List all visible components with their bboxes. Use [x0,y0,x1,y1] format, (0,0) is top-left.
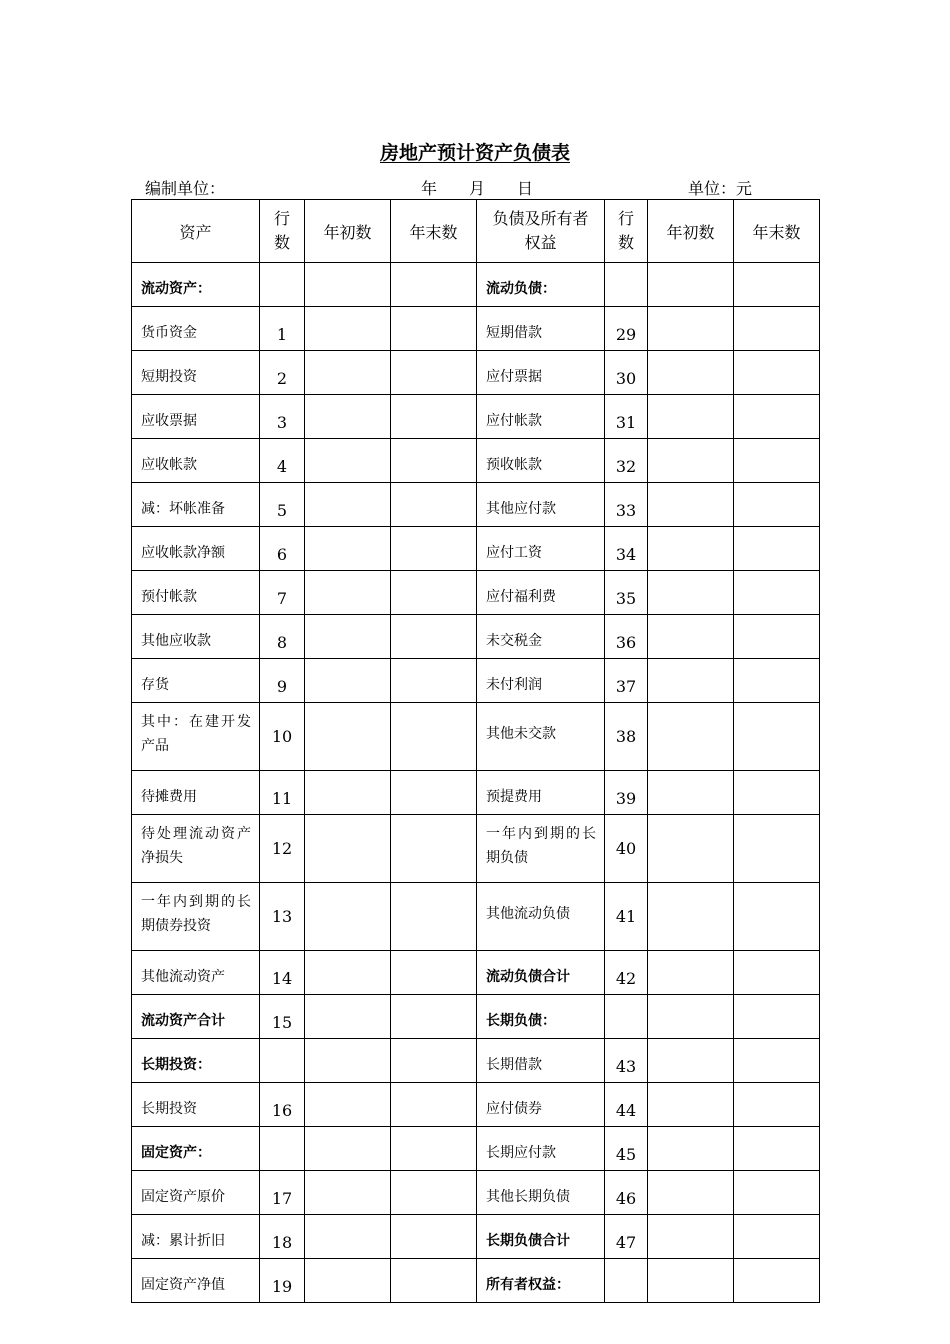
liability-row-no: 41 [605,883,648,951]
table-row [132,951,820,995]
asset-begin-value[interactable] [305,351,391,395]
asset-end-value[interactable] [391,483,477,527]
asset-end-value[interactable] [391,1083,477,1127]
liability-end-value[interactable] [734,263,820,307]
asset-name: 固定资产净值 [132,1259,260,1303]
liability-name: 未交税金 [477,615,605,659]
liability-row-no: 47 [605,1215,648,1259]
asset-row-no: 5 [260,483,305,527]
asset-name: 应收帐款 [132,439,260,483]
liability-name: 预提费用 [477,771,605,815]
table-row [132,1039,820,1083]
asset-end-value[interactable] [391,1259,477,1303]
liability-begin-value[interactable] [648,1039,734,1083]
asset-row-no: 13 [260,883,305,951]
asset-begin-value[interactable] [305,703,391,771]
header-row-no-2: 行数 [605,200,648,263]
liability-begin-value[interactable] [648,439,734,483]
asset-end-value[interactable] [391,395,477,439]
header-assets: 资产 [132,200,260,263]
liability-name: 一年内到期的长期负债 [477,815,605,883]
liability-begin-value[interactable] [648,395,734,439]
table-row [132,703,820,771]
header-end: 年末数 [391,200,477,263]
liability-row-no: 40 [605,815,648,883]
liability-name: 未付利润 [477,659,605,703]
liability-end-value[interactable] [734,527,820,571]
liability-row-no: 45 [605,1127,648,1171]
liability-row-no: 32 [605,439,648,483]
liability-end-value[interactable] [734,571,820,615]
table-row [132,659,820,703]
asset-row-no: 11 [260,771,305,815]
header-begin: 年初数 [305,200,391,263]
liability-name: 长期负债合计 [477,1215,605,1259]
liability-begin-value[interactable] [648,1127,734,1171]
liability-name: 应付福利费 [477,571,605,615]
table-row [132,883,820,951]
liability-name: 应付工资 [477,527,605,571]
liability-end-value[interactable] [734,351,820,395]
asset-begin-value[interactable] [305,883,391,951]
asset-name: 长期投资： [132,1039,260,1083]
balance-sheet-table [131,199,820,1303]
liability-end-value[interactable] [734,615,820,659]
liability-row-no: 30 [605,351,648,395]
asset-row-no [260,1039,305,1083]
liability-row-no: 38 [605,703,648,771]
liability-begin-value[interactable] [648,307,734,351]
asset-begin-value[interactable] [305,1083,391,1127]
table-row [132,1171,820,1215]
liability-name: 应付债券 [477,1083,605,1127]
table-row [132,395,820,439]
asset-name: 预付帐款 [132,571,260,615]
liability-name: 预收帐款 [477,439,605,483]
liability-name: 长期应付款 [477,1127,605,1171]
liability-row-no: 33 [605,483,648,527]
asset-end-value[interactable] [391,1039,477,1083]
table-row [132,307,820,351]
asset-name: 流动资产： [132,263,260,307]
liability-name: 应付帐款 [477,395,605,439]
liability-begin-value[interactable] [648,1171,734,1215]
liability-end-value[interactable] [734,1127,820,1171]
liability-name: 长期借款 [477,1039,605,1083]
asset-row-no: 12 [260,815,305,883]
liability-end-value[interactable] [734,395,820,439]
liability-row-no: 44 [605,1083,648,1127]
liability-end-value[interactable] [734,483,820,527]
liability-name: 长期负债： [477,995,605,1039]
asset-begin-value[interactable] [305,263,391,307]
asset-row-no [260,263,305,307]
asset-begin-value[interactable] [305,1259,391,1303]
liability-begin-value[interactable] [648,615,734,659]
liability-begin-value[interactable] [648,883,734,951]
table-row [132,483,820,527]
table-row [132,615,820,659]
asset-end-value[interactable] [391,527,477,571]
asset-row-no: 3 [260,395,305,439]
asset-end-value[interactable] [391,351,477,395]
asset-end-value[interactable] [391,771,477,815]
asset-end-value[interactable] [391,615,477,659]
asset-name: 货币资金 [132,307,260,351]
liability-begin-value[interactable] [648,1215,734,1259]
asset-row-no: 9 [260,659,305,703]
asset-begin-value[interactable] [305,1039,391,1083]
liability-name: 其他未交款 [477,703,605,771]
asset-begin-value[interactable] [305,995,391,1039]
asset-row-no: 17 [260,1171,305,1215]
asset-end-value[interactable] [391,307,477,351]
asset-name: 存货 [132,659,260,703]
liability-begin-value[interactable] [648,995,734,1039]
table-row [132,439,820,483]
asset-row-no: 2 [260,351,305,395]
asset-begin-value[interactable] [305,483,391,527]
table-row [132,1259,820,1303]
liability-begin-value[interactable] [648,659,734,703]
table-row [132,527,820,571]
asset-name: 应收帐款净额 [132,527,260,571]
asset-end-value[interactable] [391,571,477,615]
liability-begin-value[interactable] [648,351,734,395]
liability-row-no: 46 [605,1171,648,1215]
asset-row-no: 18 [260,1215,305,1259]
asset-name: 待处理流动资产净损失 [132,815,260,883]
asset-end-value[interactable] [391,995,477,1039]
asset-row-no: 1 [260,307,305,351]
asset-end-value[interactable] [391,951,477,995]
liability-end-value[interactable] [734,703,820,771]
asset-begin-value[interactable] [305,571,391,615]
asset-name: 固定资产原价 [132,1171,260,1215]
liability-row-no: 37 [605,659,648,703]
liability-row-no: 36 [605,615,648,659]
liability-row-no: 34 [605,527,648,571]
liability-end-value[interactable] [734,951,820,995]
table-row [132,263,820,307]
compiling-unit-label: 编制单位： [145,179,226,198]
liability-end-value[interactable] [734,771,820,815]
liability-name: 其他长期负债 [477,1171,605,1215]
asset-begin-value[interactable] [305,815,391,883]
liability-begin-value[interactable] [648,527,734,571]
liability-row-no [605,995,648,1039]
liability-begin-value[interactable] [648,483,734,527]
liability-name: 流动负债： [477,263,605,307]
liability-begin-value[interactable] [648,571,734,615]
liability-row-no [605,263,648,307]
asset-name: 其他应收款 [132,615,260,659]
liability-end-value[interactable] [734,307,820,351]
liability-row-no: 35 [605,571,648,615]
liability-row-no: 39 [605,771,648,815]
liability-name: 应付票据 [477,351,605,395]
liability-end-value[interactable] [734,883,820,951]
asset-end-value[interactable] [391,883,477,951]
liability-name: 其他应付款 [477,483,605,527]
liability-name: 流动负债合计 [477,951,605,995]
liability-begin-value[interactable] [648,771,734,815]
asset-name: 其他流动资产 [132,951,260,995]
table-row [132,815,820,883]
asset-end-value[interactable] [391,439,477,483]
asset-row-no [260,1127,305,1171]
asset-begin-value[interactable] [305,771,391,815]
asset-end-value[interactable] [391,659,477,703]
liability-end-value[interactable] [734,1171,820,1215]
asset-begin-value[interactable] [305,395,391,439]
asset-begin-value[interactable] [305,1215,391,1259]
page-title: 房地产预计资产负债表 [379,142,570,164]
header-liabilities: 负债及所有者权益 [477,200,605,263]
liability-end-value[interactable] [734,1259,820,1303]
asset-end-value[interactable] [391,263,477,307]
asset-name: 应收票据 [132,395,260,439]
asset-row-no: 14 [260,951,305,995]
asset-row-no: 6 [260,527,305,571]
asset-name: 流动资产合计 [132,995,260,1039]
asset-begin-value[interactable] [305,527,391,571]
asset-end-value[interactable] [391,1171,477,1215]
table-row [132,1127,820,1171]
asset-name: 减：坏帐准备 [132,483,260,527]
liability-row-no: 42 [605,951,648,995]
table-row [132,1083,820,1127]
asset-name: 一年内到期的长期债券投资 [132,883,260,951]
asset-name: 固定资产： [132,1127,260,1171]
liability-begin-value[interactable] [648,1083,734,1127]
asset-name: 待摊费用 [132,771,260,815]
asset-row-no: 15 [260,995,305,1039]
liability-row-no [605,1259,648,1303]
header-end-2: 年末数 [734,200,820,263]
liability-end-value[interactable] [734,659,820,703]
liability-begin-value[interactable] [648,1259,734,1303]
asset-begin-value[interactable] [305,659,391,703]
table-row [132,571,820,615]
liability-begin-value[interactable] [648,815,734,883]
asset-end-value[interactable] [391,703,477,771]
asset-begin-value[interactable] [305,439,391,483]
asset-name: 长期投资 [132,1083,260,1127]
asset-row-no: 8 [260,615,305,659]
asset-begin-value[interactable] [305,615,391,659]
header-row-no: 行数 [260,200,305,263]
asset-row-no: 16 [260,1083,305,1127]
header-row [132,200,820,263]
liability-begin-value[interactable] [648,263,734,307]
asset-end-value[interactable] [391,815,477,883]
asset-name: 减：累计折旧 [132,1215,260,1259]
asset-begin-value[interactable] [305,1171,391,1215]
table-row [132,351,820,395]
asset-end-value[interactable] [391,1215,477,1259]
liability-end-value[interactable] [734,439,820,483]
asset-row-no: 19 [260,1259,305,1303]
header-begin-2: 年初数 [648,200,734,263]
liability-row-no: 29 [605,307,648,351]
liability-name: 所有者权益： [477,1259,605,1303]
asset-end-value[interactable] [391,1127,477,1171]
asset-row-no: 10 [260,703,305,771]
currency-unit-label: 单位：元 [688,179,753,198]
liability-begin-value[interactable] [648,703,734,771]
table-row [132,1215,820,1259]
liability-end-value[interactable] [734,1039,820,1083]
liability-end-value[interactable] [734,995,820,1039]
liability-name: 其他流动负债 [477,883,605,951]
table-row [132,771,820,815]
asset-name: 其中：在建开发产品 [132,703,260,771]
date-label: 年 月 日 [421,179,534,198]
table-row [132,995,820,1039]
asset-row-no: 7 [260,571,305,615]
liability-row-no: 31 [605,395,648,439]
asset-row-no: 4 [260,439,305,483]
liability-end-value[interactable] [734,815,820,883]
asset-begin-value[interactable] [305,951,391,995]
liability-name: 短期借款 [477,307,605,351]
liability-row-no: 43 [605,1039,648,1083]
liability-end-value[interactable] [734,1083,820,1127]
asset-name: 短期投资 [132,351,260,395]
liability-end-value[interactable] [734,1215,820,1259]
asset-begin-value[interactable] [305,1127,391,1171]
liability-begin-value[interactable] [648,951,734,995]
asset-begin-value[interactable] [305,307,391,351]
